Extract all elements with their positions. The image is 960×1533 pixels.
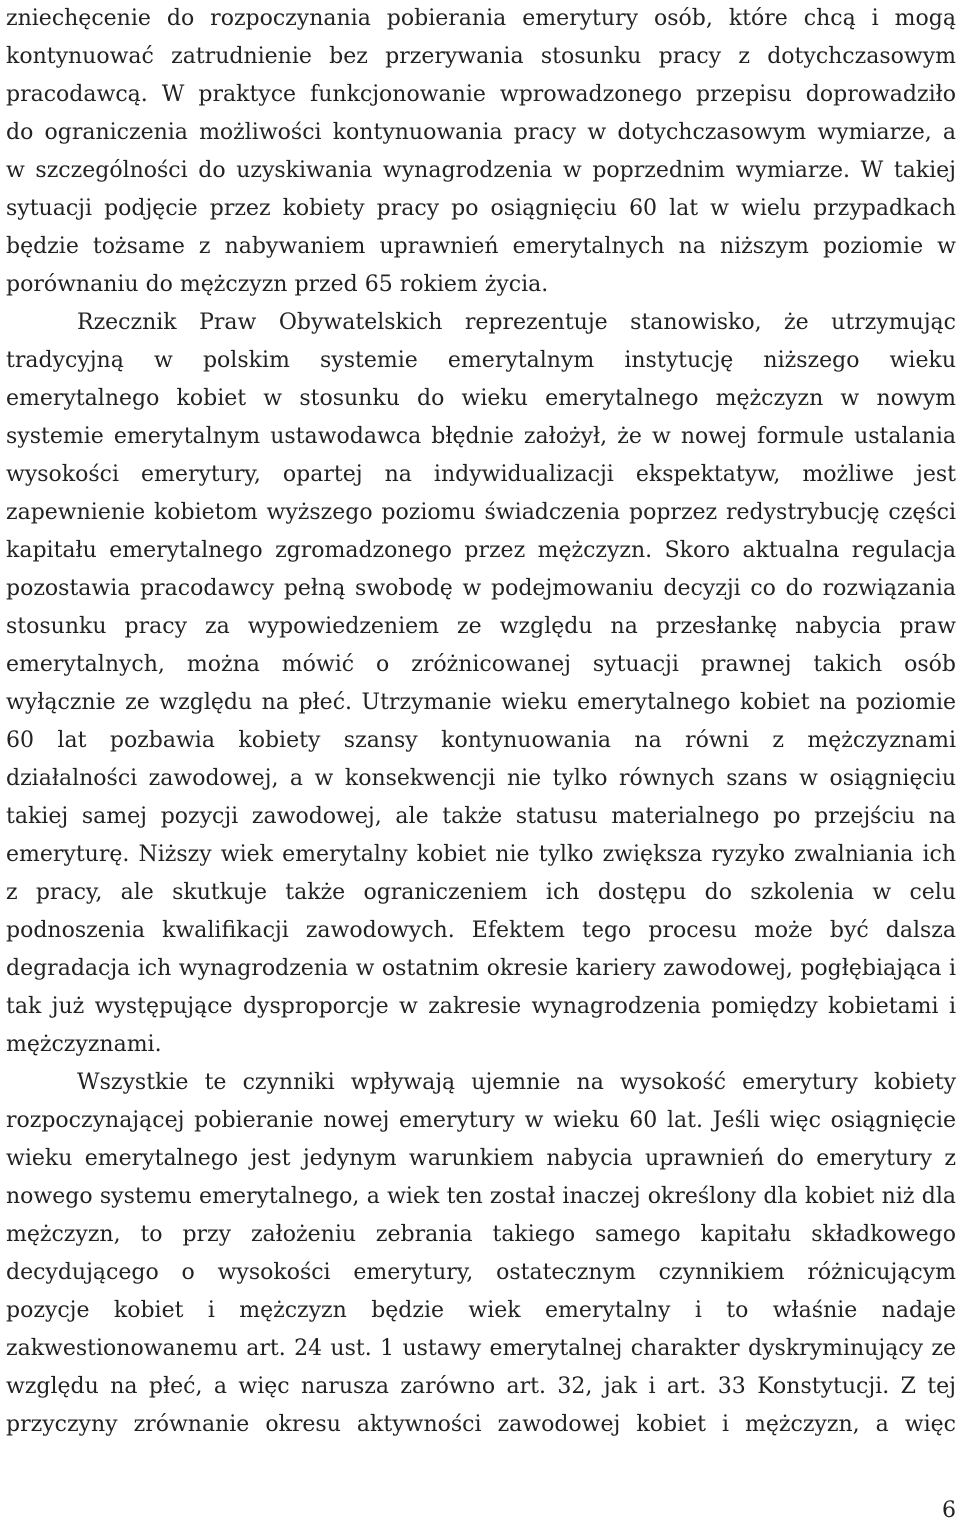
- text-line: zniechęcenie do rozpoczynania pobierania emerytury osób, które chcą i mogą: [6, 6, 956, 31]
- text-line: działalności zawodowej, a w konsekwencji nie tylko równych szans w osiągnięciu: [6, 766, 956, 791]
- text-line: przyczyny zrównanie okresu aktywności zawodowej kobiet i mężczyzn, a więc: [6, 1412, 956, 1437]
- text-line: takiej samej pozycji zawodowej, ale także statusu materialnego po przejściu na: [6, 804, 956, 829]
- text-line: 60 lat pozbawia kobiety szansy kontynuowania na równi z mężczyznami: [6, 728, 956, 753]
- text-line: podnoszenia kwalifikacji zawodowych. Efektem tego procesu może być dalsza: [6, 918, 956, 943]
- paragraph-first-line: Rzecznik Praw Obywatelskich reprezentuje stanowisko, że utrzymując: [77, 310, 956, 335]
- text-line: wyłącznie ze względu na płeć. Utrzymanie wieku emerytalnego kobiet na poziomie: [6, 690, 956, 715]
- text-line: pozostawia pracodawcy pełną swobodę w podejmowaniu decyzji co do rozwiązania: [6, 576, 956, 601]
- text-line: kontynuować zatrudnienie bez przerywania stosunku pracy z dotychczasowym: [6, 44, 956, 69]
- text-line: systemie emerytalnym ustawodawca błędnie założył, że w nowej formule ustalania: [6, 424, 956, 449]
- text-line: kapitału emerytalnego zgromadzonego przez mężczyzn. Skoro aktualna regulacja: [6, 538, 956, 563]
- text-line: mężczyzn, to przy założeniu zebrania takiego samego kapitału składkowego: [6, 1222, 956, 1247]
- paragraph-first-line: Wszystkie te czynniki wpływają ujemnie na wysokość emerytury kobiety: [77, 1070, 956, 1095]
- text-line: tak już występujące dysproporcje w zakresie wynagrodzenia pomiędzy kobietami i: [6, 994, 956, 1019]
- text-line: tradycyjną w polskim systemie emerytalnym instytucję niższego wieku: [6, 348, 956, 373]
- text-line: zakwestionowanemu art. 24 ust. 1 ustawy emerytalnej charakter dyskryminujący ze: [6, 1336, 956, 1361]
- text-line: sytuacji podjęcie przez kobiety pracy po osiągnięciu 60 lat w wielu przypadkach: [6, 196, 956, 221]
- text-line: nowego systemu emerytalnego, a wiek ten został inaczej określony dla kobiet niż dla: [6, 1184, 956, 1209]
- document-body: [6, 0, 956, 1444]
- text-line: stosunku pracy za wypowiedzeniem ze względu na przesłankę nabycia praw: [6, 614, 956, 639]
- text-line: emerytalnego kobiet w stosunku do wieku emerytalnego mężczyzn w nowym: [6, 386, 956, 411]
- text-line: w szczególności do uzyskiwania wynagrodzenia w poprzednim wymiarze. W takiej: [6, 158, 956, 183]
- text-line: porównaniu do mężczyzn przed 65 rokiem życia.: [6, 272, 549, 297]
- text-line: mężczyznami.: [6, 1032, 162, 1057]
- text-line: względu na płeć, a więc narusza zarówno art. 32, jak i art. 33 Konstytucji. Z tej: [6, 1374, 956, 1399]
- text-line: rozpoczynającej pobieranie nowej emerytury w wieku 60 lat. Jeśli więc osiągnięcie: [6, 1108, 956, 1133]
- text-line: z pracy, ale skutkuje także ograniczeniem ich dostępu do szkolenia w celu: [6, 880, 956, 905]
- text-line: decydującego o wysokości emerytury, ostatecznym czynnikiem różnicującym: [6, 1260, 956, 1285]
- text-line: wysokości emerytury, opartej na indywidualizacji ekspektatyw, możliwe jest: [6, 462, 956, 487]
- text-line: degradacja ich wynagrodzenia w ostatnim okresie kariery zawodowej, pogłębiająca i: [6, 956, 956, 981]
- page-number: 6: [942, 1498, 956, 1523]
- text-line: do ograniczenia możliwości kontynuowania pracy w dotychczasowym wymiarze, a: [6, 120, 956, 145]
- text-line: emerytalnych, można mówić o zróżnicowanej sytuacji prawnej takich osób: [6, 652, 956, 677]
- text-line: pozycje kobiet i mężczyzn będzie wiek emerytalny i to właśnie nadaje: [6, 1298, 956, 1323]
- text-line: pracodawcą. W praktyce funkcjonowanie wprowadzonego przepisu doprowadziło: [6, 82, 956, 107]
- text-line: zapewnienie kobietom wyższego poziomu świadczenia poprzez redystrybucję części: [6, 500, 956, 525]
- text-line: wieku emerytalnego jest jedynym warunkiem nabycia uprawnień do emerytury z: [6, 1146, 956, 1171]
- text-line: będzie tożsame z nabywaniem uprawnień emerytalnych na niższym poziomie w: [6, 234, 956, 259]
- text-line: emeryturę. Niższy wiek emerytalny kobiet nie tylko zwiększa ryzyko zwalniania ich: [6, 842, 956, 867]
